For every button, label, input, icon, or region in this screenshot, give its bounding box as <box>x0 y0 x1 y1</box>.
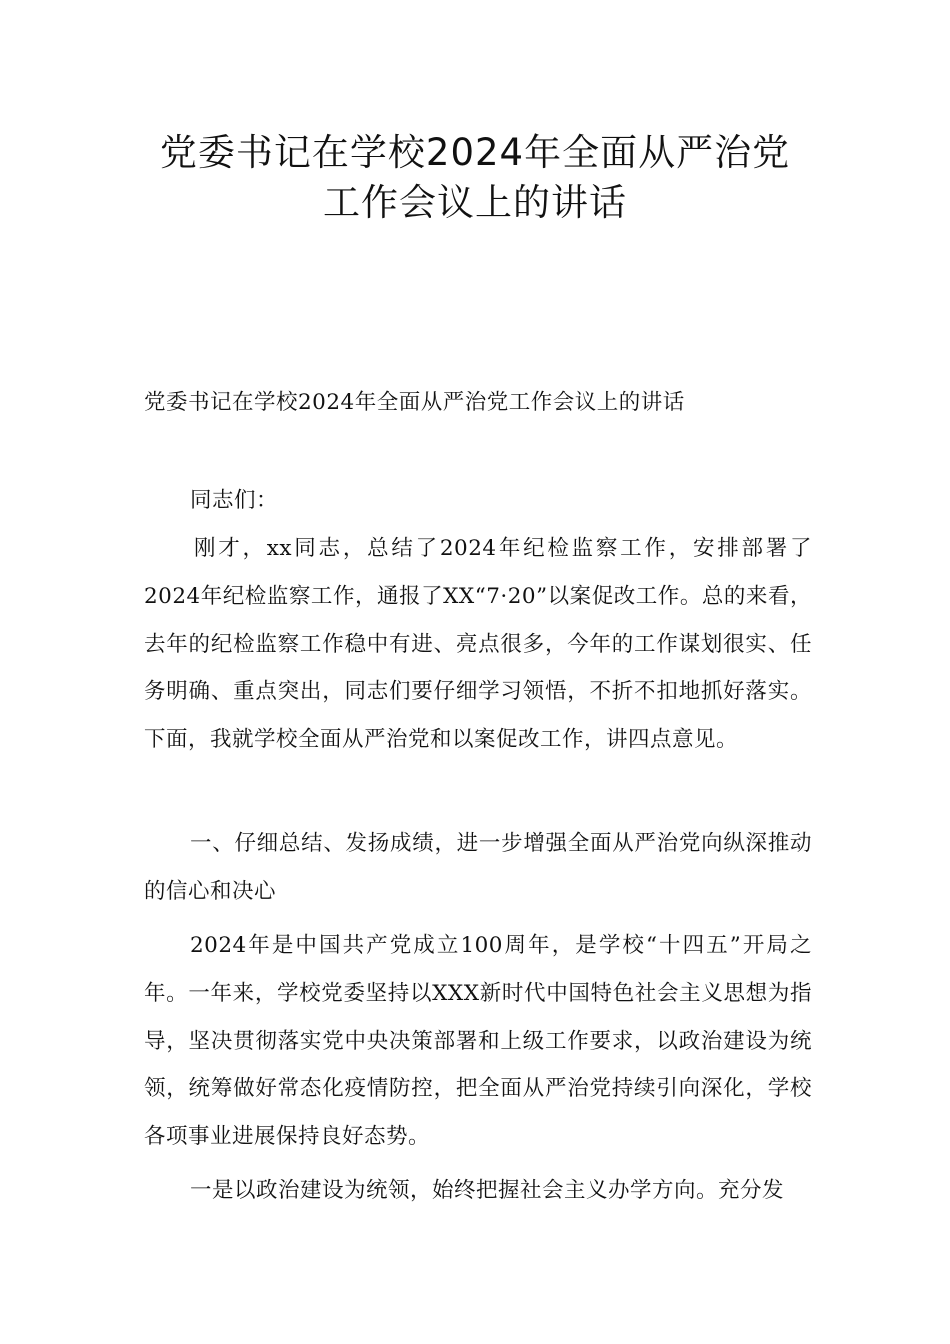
paragraph-opening: 刚才，xx同志，总结了2024年纪检监察工作，安排部署了2024年纪检监察工作，通报了XX“7·20”以案促改工作。总的来看，去年的纪检监察工作稳中有进、亮点很多，今年的工作谋划很实、任务明确、重点突出，同志们要仔细学习领悟，不折不扣地抓好落实。下面，我就学校全面从严治党和以案促改工作，讲四点意见。 <box>144 536 812 753</box>
paragraph-review: 2024年是中国共产党成立100周年，是学校“十四五”开局之年。一年来，学校党委坚持以XXX新时代中国特色社会主义思想为指导，坚决贯彻落实党中央决策部署和上级工作要求，以政治建设为统领，统筹做好常态化疫情防控，把全面从严治党持续引向深化，学校各项事业进展保持良好态势。 <box>144 933 812 1150</box>
greeting: 同志们： <box>190 488 279 513</box>
paragraph-point-1: 一是以政治建设为统领，始终把握社会主义办学方向。充分发 <box>190 1178 785 1203</box>
title-line-1: 党委书记在学校2024年全面从严治党 <box>159 131 791 174</box>
title-line-2: 工作会议上的讲话 <box>323 181 627 224</box>
section-heading-1: 一、仔细总结、发扬成绩，进一步增强全面从严治党向纵深推动的信心和决心 <box>144 831 812 904</box>
document-title <box>60 128 890 228</box>
document-subtitle: 党委书记在学校2024年全面从严治党工作会议上的讲话 <box>144 390 685 415</box>
